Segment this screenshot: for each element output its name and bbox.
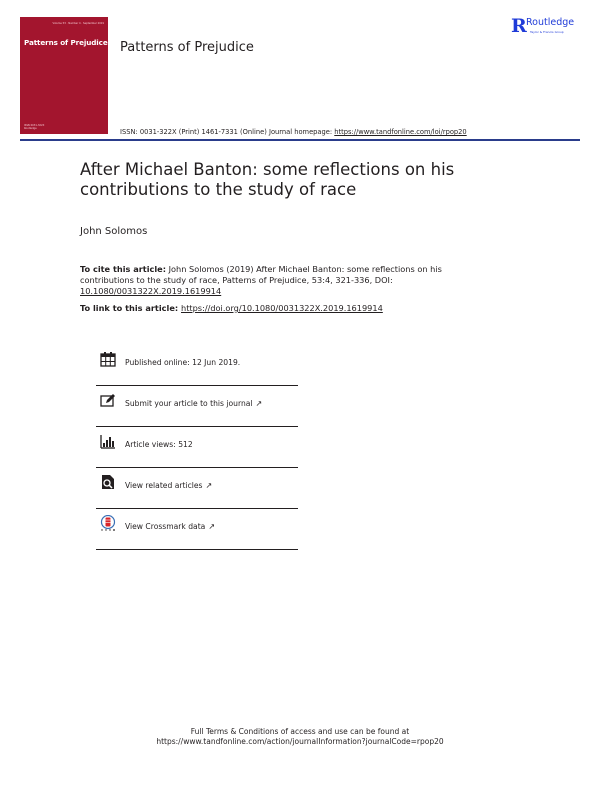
citation-doi-link[interactable]: 10.1080/0031322X.2019.1619914	[80, 286, 222, 296]
cover-title: Patterns of Prejudice	[24, 38, 108, 47]
terms-text: Full Terms & Conditions of access and use can be found at	[190, 727, 410, 736]
citation-text: John Solomos (2019) After Michael Banton: some reflections on his contributions to the study of race, Patterns of Prejudice, 53:4, 321-336, DOI:	[80, 264, 442, 285]
article-meta-list	[96, 345, 298, 550]
crossmark-text: View Crossmark data	[125, 522, 206, 531]
journal-cover-image	[20, 17, 108, 134]
journal-name: Patterns of Prejudice	[120, 40, 254, 55]
crossmark-link[interactable]	[125, 522, 215, 531]
submit-article-text: Submit your article to this journal	[125, 399, 253, 408]
crossmark-icon	[100, 515, 116, 531]
publisher-tagline: Taylor & Francis Group	[530, 30, 564, 34]
article-title: After Michael Banton: some reflections on his contributions to the study of race	[80, 160, 455, 199]
terms-footer	[0, 727, 600, 747]
meta-related-articles[interactable]	[96, 468, 298, 509]
publisher-name: Routledge	[526, 17, 575, 28]
related-articles-icon	[100, 474, 116, 490]
submit-article-link[interactable]	[125, 399, 262, 408]
routledge-r-icon: R	[511, 15, 527, 37]
related-articles-text: View related articles	[125, 481, 203, 490]
cover-publisher-line1: ISSN 0031-322X	[24, 124, 45, 127]
citation-label: To cite this article:	[80, 264, 166, 274]
meta-crossmark[interactable]	[96, 509, 298, 550]
routledge-logo	[511, 16, 591, 38]
journal-homepage-link[interactable]: https://www.tandfonline.com/loi/rpop20	[334, 128, 467, 136]
cover-publisher-line2: Routledge	[24, 127, 37, 130]
cover-publisher	[24, 124, 44, 130]
calendar-icon	[100, 351, 116, 367]
meta-article-views	[96, 427, 298, 468]
edit-icon	[100, 392, 116, 408]
meta-submit-article[interactable]	[96, 386, 298, 427]
external-link-icon: ↗	[208, 522, 216, 531]
issn-text: ISSN: 0031-322X (Print) 1461-7331 (Online) Journal homepage:	[120, 128, 335, 136]
link-label: To link to this article:	[80, 303, 181, 313]
citation-block	[80, 264, 480, 297]
article-link-line	[80, 303, 383, 313]
article-doi-link[interactable]: https://doi.org/10.1080/0031322X.2019.1619914	[181, 303, 383, 313]
meta-published-online	[96, 345, 298, 386]
article-author: John Solomos	[80, 226, 148, 237]
external-link-icon: ↗	[255, 399, 263, 408]
issn-line	[120, 128, 467, 136]
published-online-text: Published online: 12 Jun 2019.	[125, 358, 241, 367]
article-views-text: Article views: 512	[125, 440, 193, 449]
terms-url[interactable]: https://www.tandfonline.com/action/journalInformation?journalCode=rpop20	[156, 737, 444, 746]
cover-volume-line: Volume 53 · Number 4 · September 2019	[52, 22, 104, 25]
header-divider	[20, 139, 580, 141]
bar-chart-icon	[100, 433, 116, 449]
external-link-icon: ↗	[205, 481, 213, 490]
related-articles-link[interactable]	[125, 481, 212, 490]
